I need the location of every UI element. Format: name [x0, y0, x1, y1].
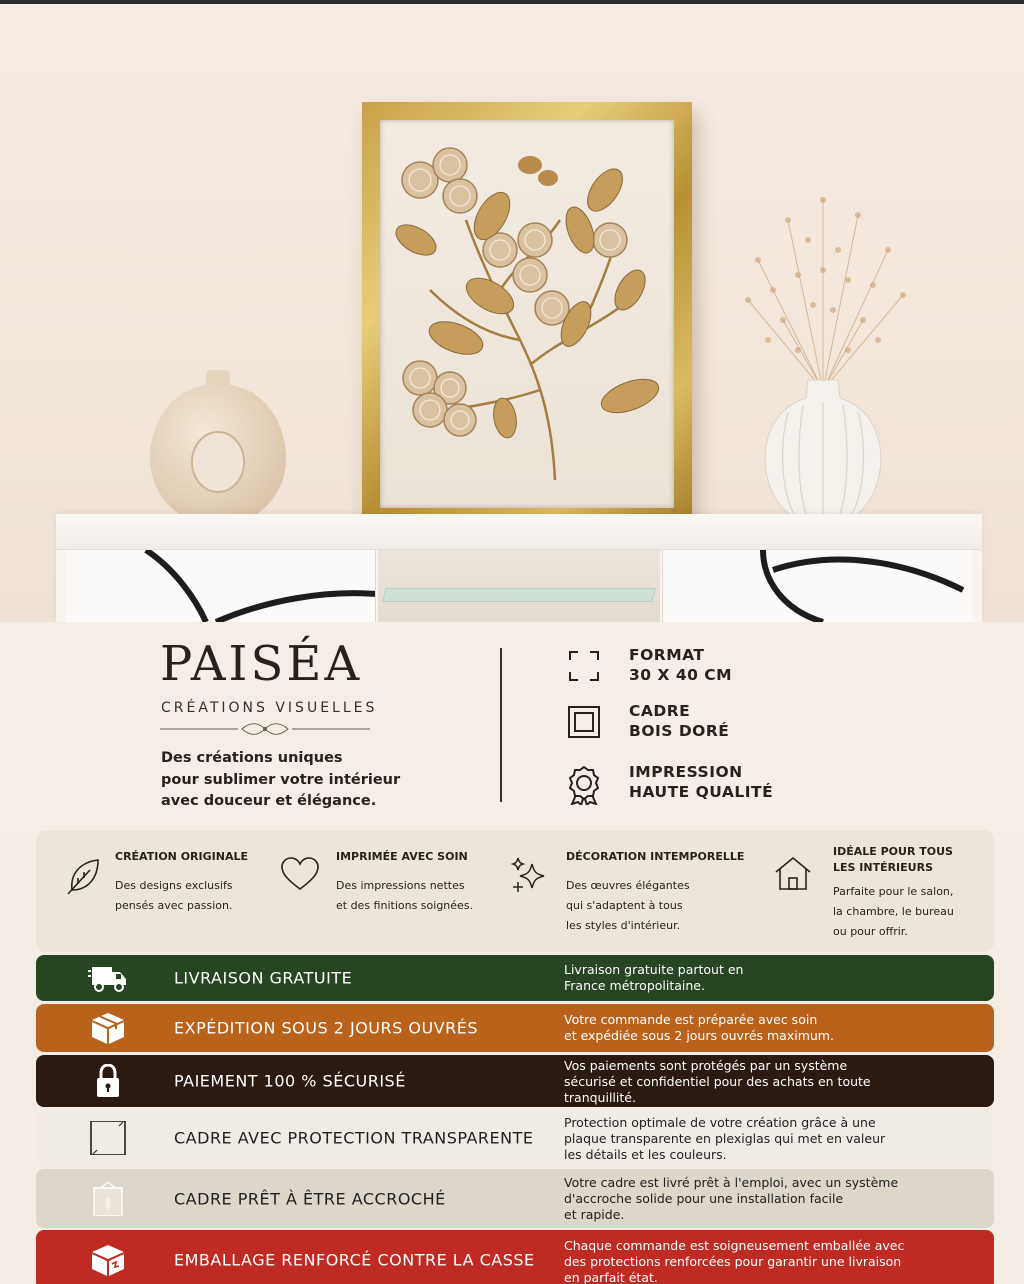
features-card	[36, 830, 994, 952]
spec-print-quality: IMPRESSION HAUTE QUALITÉ	[566, 763, 866, 805]
frame-icon	[566, 704, 602, 740]
sideboard-cabinet	[56, 514, 982, 622]
feature-ideal-all-interiors: IDÉALE POUR TOUS LES INTÉRIEURS Parfaite pour le salon, la chambre, le bureau ou pour offrir.	[774, 830, 984, 952]
spec-format: FORMAT 30 X 40 CM	[566, 646, 866, 688]
band-ready-to-hang: CADRE PRÊT À ÊTRE ACCROCHÉ Votre cadre est livré prêt à l'emploi, avec un système d'accroche solide pour une installation facile et rapide.	[36, 1169, 994, 1228]
fragile-box-icon	[88, 1243, 128, 1277]
vertical-divider	[500, 648, 502, 802]
botanical-artwork	[380, 120, 674, 508]
brand-tagline: Des créations uniques pour sublimer votre intérieur avec douceur et élégance.	[161, 750, 401, 809]
band-secure-payment: PAIEMENT 100 % SÉCURISÉ Vos paiements sont protégés par un système sécurisé et confidentiel pour des achats en toute tranquillité.	[36, 1055, 994, 1107]
padlock-icon	[88, 1064, 128, 1098]
heart-icon	[280, 856, 320, 892]
spec-frame: CADRE BOIS DORÉ	[566, 702, 866, 744]
cabinet-door-left	[66, 550, 376, 622]
open-shelf	[378, 550, 660, 622]
product-hero-image	[0, 0, 1024, 622]
hanging-frame-icon	[88, 1182, 128, 1216]
leaf-icon	[66, 856, 102, 896]
feature-printed-with-care: IMPRIMÉE AVEC SOIN Des impressions nettes et des finitions soignées.	[280, 830, 500, 952]
transparent-frame-icon	[88, 1121, 128, 1155]
house-icon	[774, 854, 812, 892]
glass-shelf	[382, 588, 655, 602]
package-box-icon	[88, 1011, 128, 1045]
band-free-delivery: LIVRAISON GRATUITE Livraison gratuite partout en France métropolitaine.	[36, 955, 994, 1001]
band-shipping-2-days: EXPÉDITION SOUS 2 JOURS OUVRÉS Votre commande est préparée avec soin et expédiée sous 2 jours ouvrés maximum.	[36, 1004, 994, 1052]
ribbed-vase-with-dried-flowers	[728, 180, 918, 526]
band-reinforced-packaging: EMBALLAGE RENFORCÉ CONTRE LA CASSE Chaque commande est soigneusement emballée avec des protections renforcées pour garantir une livraison en parfait état.	[36, 1230, 994, 1284]
framed-artwork	[362, 102, 692, 526]
award-badge-icon	[566, 765, 602, 805]
sparkles-icon	[510, 854, 550, 894]
top-border	[0, 0, 1024, 4]
brand-subtitle: CRÉATIONS VISUELLES	[161, 700, 378, 716]
feature-original-creation: CRÉATION ORIGINALE Des designs exclusifs pensés avec passion.	[66, 830, 266, 952]
donut-vase	[150, 370, 286, 526]
band-transparent-protection: CADRE AVEC PROTECTION TRANSPARENTE Protection optimale de votre création grâce à une plaque transparente en plexiglas qui met en valeur les détails et les couleurs.	[36, 1110, 994, 1166]
artwork-canvas	[380, 120, 674, 508]
cabinet-door-right	[662, 550, 972, 622]
brand-logo: PAISÉA	[160, 636, 363, 692]
delivery-truck-icon	[88, 961, 128, 995]
feature-timeless-decoration: DÉCORATION INTEMPORELLE Des œuvres élégantes qui s'adaptent à tous les styles d'intérieur.	[510, 830, 750, 952]
format-icon	[566, 648, 602, 684]
brand-specs-section	[0, 622, 1024, 832]
ornament-divider	[160, 722, 370, 736]
